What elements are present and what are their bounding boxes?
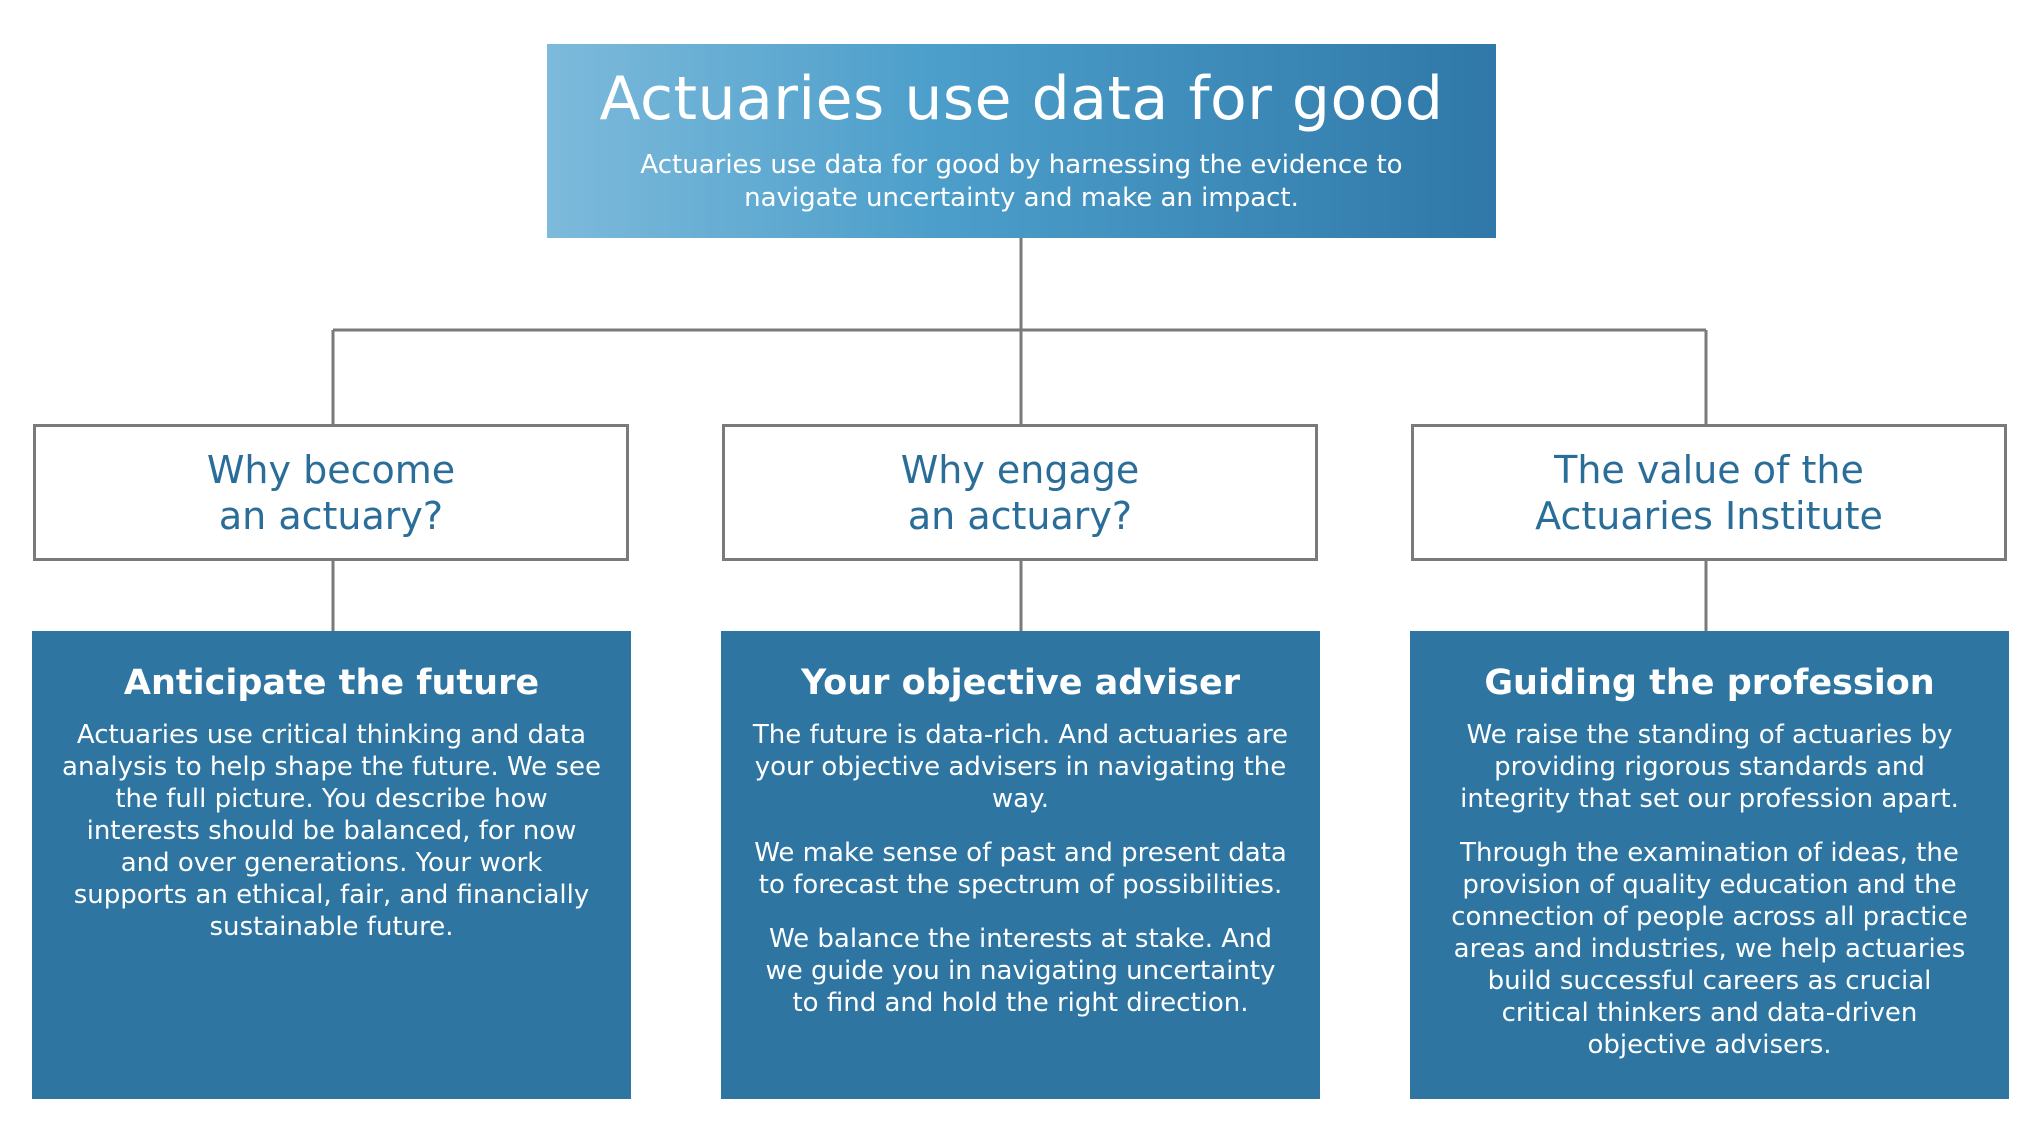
card-paragraph: We raise the standing of actuaries by providing rigorous standards and integrity that set our profession apart.	[1460, 720, 1959, 814]
card-title: Your objective adviser	[801, 663, 1240, 703]
card-anticipate-the-future	[32, 631, 631, 1099]
node-why-engage-an-actuary: Why engage an actuary?	[722, 424, 1318, 561]
card-paragraph: We make sense of past and present data to forecast the spectrum of possibilities.	[754, 838, 1287, 900]
card-your-objective-adviser	[721, 631, 1320, 1099]
diagram-subtitle: Actuaries use data for good by harnessing the evidence to navigate uncertainty and make an impact.	[640, 150, 1403, 213]
root-node	[547, 44, 1496, 238]
card-guiding-the-profession	[1410, 631, 2009, 1099]
card-paragraph: We balance the interests at stake. And we guide you in navigating uncertainty to find and hold the right direction.	[765, 924, 1276, 1018]
card-title: Anticipate the future	[123, 663, 540, 703]
node-value-of-institute: The value of the Actuaries Institute	[1411, 424, 2007, 561]
diagram-title: Actuaries use data for good	[599, 64, 1444, 134]
card-paragraph: Through the examination of ideas, the provision of quality education and the connection of people across all practice areas and industries, we help actuaries build successful careers as crucial critical thinkers and data-driven objective advisers.	[1451, 838, 1968, 1060]
node-why-become-an-actuary: Why become an actuary?	[33, 424, 629, 561]
card-paragraph: The future is data-rich. And actuaries are your objective advisers in navigating the way.	[752, 720, 1289, 814]
card-title: Guiding the profession	[1484, 663, 1935, 703]
card-paragraph: Actuaries use critical thinking and data analysis to help shape the future. We see the full picture. You describe how interests should be balanced, for now and over generations. Your work supports an ethical, fair, and financially sustainable future.	[62, 720, 601, 942]
